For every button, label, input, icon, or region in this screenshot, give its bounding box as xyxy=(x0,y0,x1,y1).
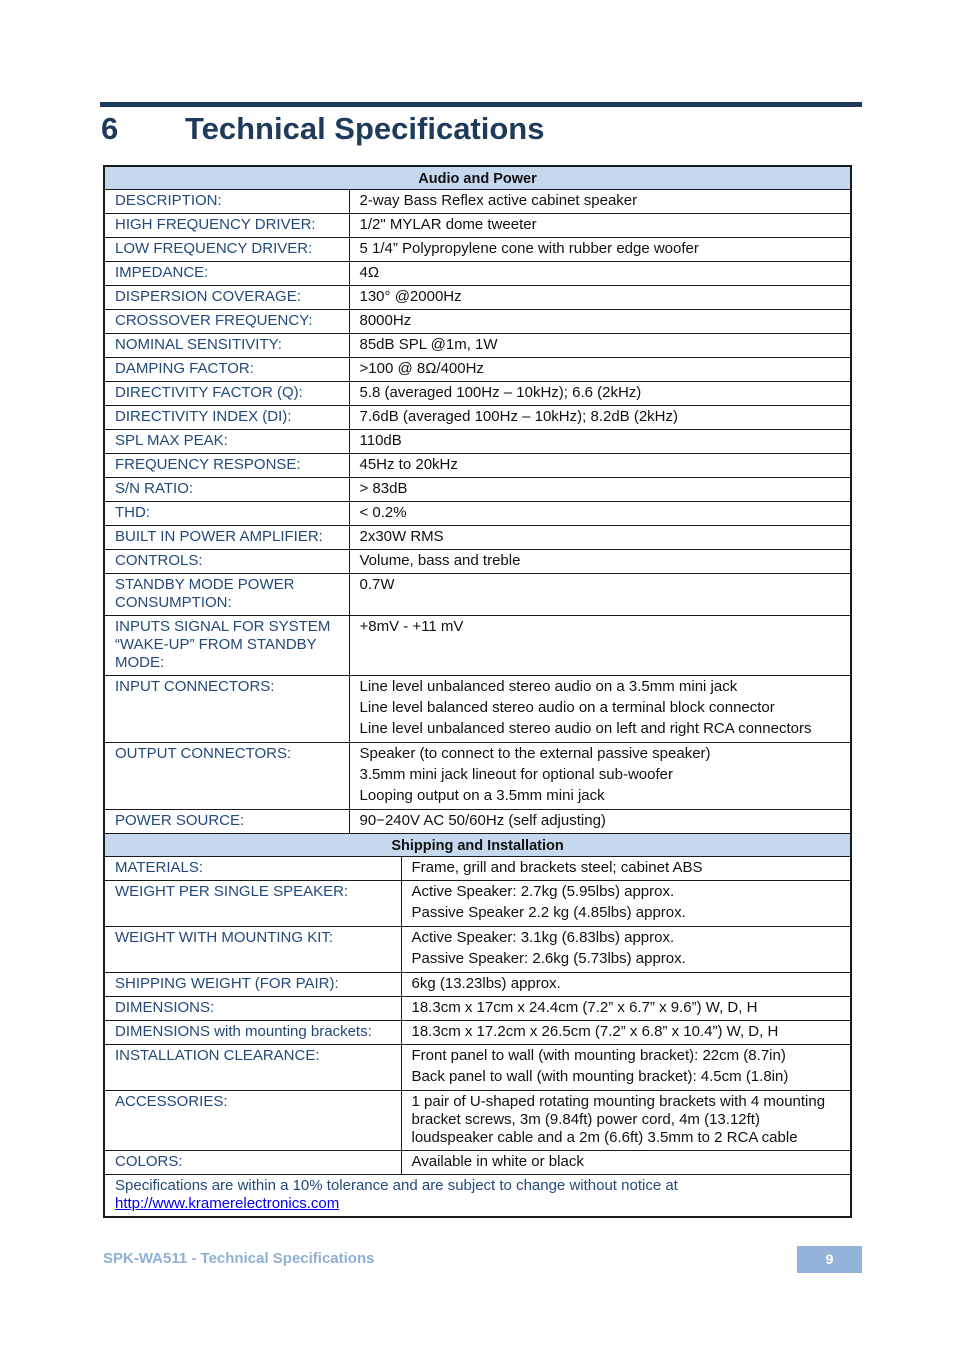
shipping-header: Shipping and Installation xyxy=(104,834,851,857)
spec-row-dimensions-brackets xyxy=(104,1021,851,1045)
spec-label: MATERIALS: xyxy=(104,857,401,881)
spec-label: THD: xyxy=(104,502,349,526)
spec-line: 3.5mm mini jack lineout for optional sub-woofer xyxy=(359,766,673,783)
spec-label: DAMPING FACTOR: xyxy=(104,358,349,382)
section-title: Technical Specifications xyxy=(185,111,545,146)
spec-row xyxy=(104,358,851,382)
spec-line: Active Speaker: 3.1kg (6.83lbs) approx. xyxy=(411,929,675,946)
spec-note-row xyxy=(104,1175,851,1218)
spec-label: SHIPPING WEIGHT (FOR PAIR): xyxy=(104,973,401,997)
spec-row xyxy=(104,334,851,358)
spec-line: Back panel to wall (with mounting bracket): 4.5cm (1.8in) xyxy=(411,1068,789,1085)
spec-label: DESCRIPTION: xyxy=(104,190,349,214)
spec-label: IMPEDANCE: xyxy=(104,262,349,286)
spec-value xyxy=(349,743,851,810)
spec-value: 18.3cm x 17.2cm x 26.5cm (7.2” x 6.8” x 10.4”) W, D, H xyxy=(401,1021,851,1045)
spec-value: 1 pair of U-shaped rotating mounting brackets with 4 mounting bracket screws, 3m (9.84ft) power cord, 4m (13.12ft) loudspeaker cable and a 2m (6.6ft) 3.5mm to 2 RCA cable xyxy=(401,1091,851,1151)
spec-line: Line level unbalanced stereo audio on left and right RCA connectors xyxy=(359,720,812,737)
spec-value: Volume, bass and treble xyxy=(349,550,851,574)
spec-value: 8000Hz xyxy=(349,310,851,334)
spec-label: SPL MAX PEAK: xyxy=(104,430,349,454)
spec-label: BUILT IN POWER AMPLIFIER: xyxy=(104,526,349,550)
spec-row xyxy=(104,382,851,406)
spec-value: 2-way Bass Reflex active cabinet speaker xyxy=(349,190,851,214)
kramer-website-link[interactable]: http://www.kramerelectronics.com xyxy=(115,1195,340,1212)
spec-value xyxy=(401,881,851,927)
top-rule xyxy=(100,102,862,107)
spec-label: INSTALLATION CLEARANCE: xyxy=(104,1045,401,1091)
shipping-installation-table xyxy=(103,833,852,1218)
spec-row xyxy=(104,430,851,454)
spec-line: Speaker (to connect to the external passive speaker) xyxy=(359,745,711,762)
spec-row-weight-kit xyxy=(104,927,851,973)
spec-row xyxy=(104,810,851,835)
spec-label: LOW FREQUENCY DRIVER: xyxy=(104,238,349,262)
spec-value xyxy=(401,1045,851,1091)
spec-line: Front panel to wall (with mounting bracket): 22cm (8.7in) xyxy=(411,1047,786,1064)
spec-line: Line level balanced stereo audio on a terminal block connector xyxy=(359,699,775,716)
spec-line: Passive Speaker 2.2 kg (4.85lbs) approx. xyxy=(411,904,686,921)
spec-value: 130° @2000Hz xyxy=(349,286,851,310)
spec-label: WEIGHT PER SINGLE SPEAKER: xyxy=(104,881,401,927)
spec-row xyxy=(104,454,851,478)
spec-value: > 83dB xyxy=(349,478,851,502)
spec-value: 110dB xyxy=(349,430,851,454)
spec-line: Active Speaker: 2.7kg (5.95lbs) approx. xyxy=(411,883,675,900)
spec-value xyxy=(349,676,851,743)
spec-note-text: Specifications are within a 10% tolerance and are subject to change without notice at xyxy=(115,1177,678,1194)
spec-value xyxy=(401,927,851,973)
spec-row xyxy=(104,502,851,526)
section-heading xyxy=(101,110,544,148)
spec-row-weight-single xyxy=(104,881,851,927)
spec-label: FREQUENCY RESPONSE: xyxy=(104,454,349,478)
spec-row xyxy=(104,262,851,286)
spec-row xyxy=(104,310,851,334)
spec-value: 4Ω xyxy=(349,262,851,286)
spec-row xyxy=(104,743,851,810)
footer-title: SPK-WA511 - Technical Specifications xyxy=(103,1250,375,1267)
spec-value: 0.7W xyxy=(349,574,851,616)
page-number: 9 xyxy=(797,1246,862,1273)
spec-row-accessories xyxy=(104,1091,851,1151)
spec-row xyxy=(104,406,851,430)
spec-value: Frame, grill and brackets steel; cabinet ABS xyxy=(401,857,851,881)
audio-power-header: Audio and Power xyxy=(104,166,851,190)
spec-row-clearance xyxy=(104,1045,851,1091)
spec-label: DIRECTIVITY INDEX (DI): xyxy=(104,406,349,430)
spec-value: 6kg (13.23lbs) approx. xyxy=(401,973,851,997)
spec-label: WEIGHT WITH MOUNTING KIT: xyxy=(104,927,401,973)
spec-label: DIRECTIVITY FACTOR (Q): xyxy=(104,382,349,406)
spec-row xyxy=(104,478,851,502)
spec-row xyxy=(104,676,851,743)
spec-label: POWER SOURCE: xyxy=(104,810,349,835)
spec-value: 5 1/4” Polypropylene cone with rubber edge woofer xyxy=(349,238,851,262)
spec-label: COLORS: xyxy=(104,1151,401,1175)
spec-value: 5.8 (averaged 100Hz – 10kHz); 6.6 (2kHz) xyxy=(349,382,851,406)
spec-line: Passive Speaker: 2.6kg (5.73lbs) approx. xyxy=(411,950,686,967)
spec-label: STANDBY MODE POWER CONSUMPTION: xyxy=(104,574,349,616)
spec-label: OUTPUT CONNECTORS: xyxy=(104,743,349,810)
spec-row-materials xyxy=(104,857,851,881)
spec-line: Looping output on a 3.5mm mini jack xyxy=(359,787,605,804)
spec-value: +8mV - +11 mV xyxy=(349,616,851,676)
spec-label: CROSSOVER FREQUENCY: xyxy=(104,310,349,334)
spec-row xyxy=(104,286,851,310)
spec-label: ACCESSORIES: xyxy=(104,1091,401,1151)
spec-value: 2x30W RMS xyxy=(349,526,851,550)
spec-value: 85dB SPL @1m, 1W xyxy=(349,334,851,358)
spec-label: DISPERSION COVERAGE: xyxy=(104,286,349,310)
spec-value: < 0.2% xyxy=(349,502,851,526)
spec-row xyxy=(104,550,851,574)
spec-row-dimensions xyxy=(104,997,851,1021)
spec-value: 1/2" MYLAR dome tweeter xyxy=(349,214,851,238)
spec-value: 45Hz to 20kHz xyxy=(349,454,851,478)
spec-label: NOMINAL SENSITIVITY: xyxy=(104,334,349,358)
spec-value: 18.3cm x 17cm x 24.4cm (7.2” x 6.7” x 9.6”) W, D, H xyxy=(401,997,851,1021)
spec-row xyxy=(104,574,851,616)
spec-row xyxy=(104,238,851,262)
spec-note xyxy=(104,1175,851,1218)
section-number: 6 xyxy=(101,111,119,146)
spec-label: DIMENSIONS with mounting brackets: xyxy=(104,1021,401,1045)
spec-value: 90−240V AC 50/60Hz (self adjusting) xyxy=(349,810,851,835)
spec-value: >100 @ 8Ω/400Hz xyxy=(349,358,851,382)
spec-line: Line level unbalanced stereo audio on a 3.5mm mini jack xyxy=(359,678,738,695)
spec-row-colors xyxy=(104,1151,851,1175)
audio-power-table xyxy=(103,165,852,835)
spec-label: HIGH FREQUENCY DRIVER: xyxy=(104,214,349,238)
spec-label: INPUT CONNECTORS: xyxy=(104,676,349,743)
spec-label: DIMENSIONS: xyxy=(104,997,401,1021)
spec-value: Available in white or black xyxy=(401,1151,851,1175)
spec-label: CONTROLS: xyxy=(104,550,349,574)
spec-row xyxy=(104,616,851,676)
spec-row xyxy=(104,526,851,550)
spec-row-shipping-weight xyxy=(104,973,851,997)
spec-label: INPUTS SIGNAL FOR SYSTEM “WAKE-UP” FROM STANDBY MODE: xyxy=(104,616,349,676)
spec-row xyxy=(104,214,851,238)
spec-label: S/N RATIO: xyxy=(104,478,349,502)
spec-value: 7.6dB (averaged 100Hz – 10kHz); 8.2dB (2kHz) xyxy=(349,406,851,430)
spec-row xyxy=(104,190,851,214)
